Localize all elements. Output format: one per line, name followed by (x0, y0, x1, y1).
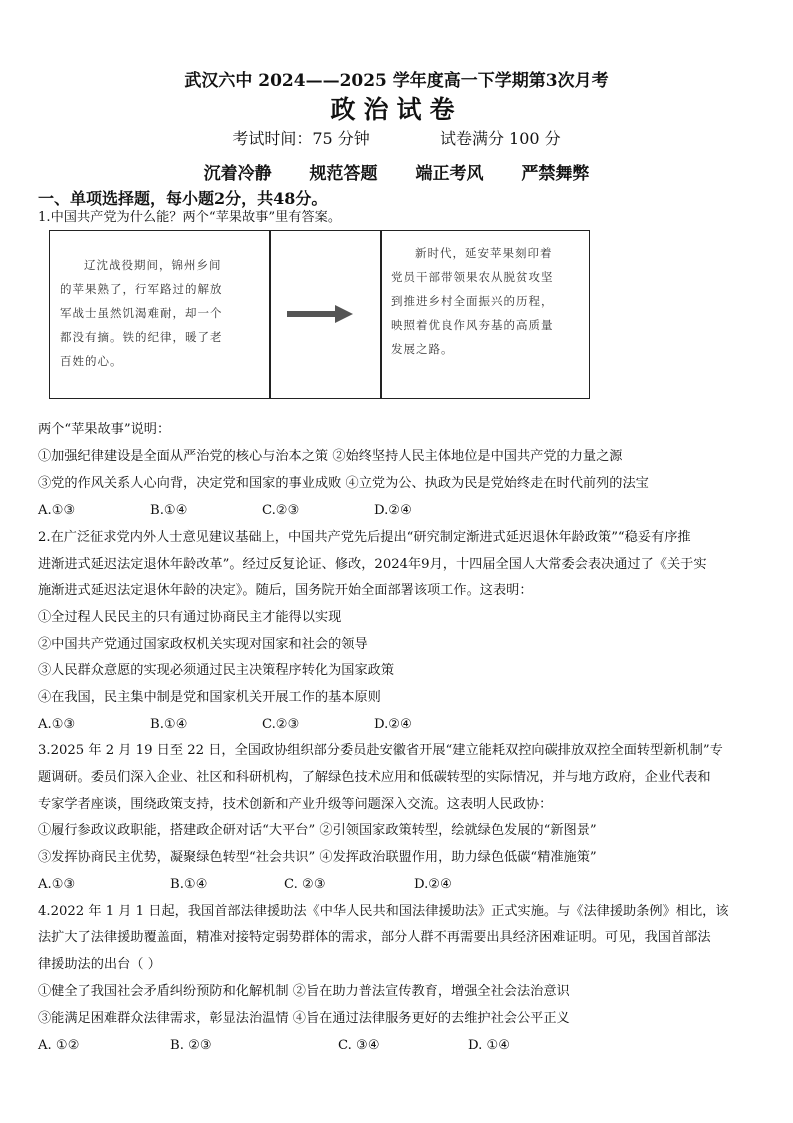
question-4-options: ③能满足困难群众法律需求，彰显法治温情 ④旨在通过法律服务更好的去维护社会公平正义 (38, 1011, 570, 1026)
slogans (0, 159, 793, 184)
choice-b: B.①④ (150, 503, 188, 518)
question-4-stem: 4.2022 年 1 月 1 日起，我国首部法律援助法《中华人民共和国法律援助法》正式实施。与《法律援助条例》相比，该 (38, 904, 729, 919)
question-3-stem: 专家学者座谈，围绕政策支持，技术创新和产业升级等问题深入交流。这表明人民政协： (38, 797, 553, 812)
choice-a: A.①③ (38, 877, 76, 892)
question-2-option: ①全过程人民民主的只有通过协商民主才能得以实现 (38, 610, 342, 625)
choice-d: D.②④ (374, 717, 412, 732)
exam-title: 武汉六中 2024——2025 学年度高一下学期第3次月考 (184, 71, 609, 91)
question-1-options: ③党的作风关系人心向背，决定党和国家的事业成败 ④立党为公、执政为民是党始终走在时代前列的法宝 (38, 476, 649, 491)
question-3-options: ①履行参政议政职能，搭建政企研对话“大平台” ②引领国家政策转型，绘就绿色发展的“新图景” (38, 823, 597, 838)
choice-c: C.②③ (262, 503, 300, 518)
question-3-stem: 题调研。委员们深入企业、社区和科研机构，了解绿色技术应用和低碳转型的实际情况，并与地方政府，企业代表和 (38, 770, 711, 785)
question-2-option: ②中国共产党通过国家政权机关实现对国家和社会的领导 (38, 637, 368, 652)
slogan-item: 端正考风 (415, 164, 484, 184)
divider (380, 231, 382, 398)
choice-c: C. ③④ (338, 1038, 380, 1053)
question-1-stem: 1.中国共产党为什么能？两个“苹果故事”里有答案。 (38, 210, 342, 225)
slogan-item: 严禁舞弊 (521, 164, 590, 184)
choice-b: B.①④ (150, 717, 188, 732)
apple-story-figure (49, 230, 590, 399)
question-2-stem: 2.在广泛征求党内外人士意见建议基础上，中国共产党先后提出“研究制定渐进式延迟退休年龄政策”“稳妥有序推 (38, 530, 691, 545)
choice-c: C. ②③ (284, 877, 326, 892)
question-1-options: ①加强纪律建设是全面从严治党的核心与治本之策 ②始终坚持人民主体地位是中国共产党的力量之源 (38, 449, 623, 464)
choice-a: A.①③ (38, 717, 76, 732)
choice-a: A.①③ (38, 503, 76, 518)
choice-a: A. ①② (38, 1038, 80, 1053)
choice-b: B. ②③ (170, 1038, 212, 1053)
exam-time: 考试时间：75 分钟 (232, 129, 370, 148)
choice-d: D.②④ (374, 503, 412, 518)
question-2-option: ③人民群众意愿的实现必须通过民主决策程序转化为国家政策 (38, 663, 395, 678)
full-score: 试卷满分 100 分 (439, 129, 561, 148)
question-2-stem: 进渐进式延迟法定退休年龄改革”。经过反复论证、修改，2024年9月，十四届全国人大常委会表决通过了《关于实 (38, 557, 707, 572)
question-3-options: ③发挥协商民主优势，凝聚绿色转型“社会共识” ④发挥政治联盟作用，助力绿色低碳“精准施策” (38, 850, 597, 865)
choice-b: B.①④ (170, 877, 208, 892)
story-right-text: 新时代，延安苹果刻印着 党员干部带领果农从脱贫攻坚 到推进乡村全面振兴的历程， 映照着优良作风夯基的高质量 发展之路。 (391, 246, 554, 356)
choice-d: D.②④ (414, 877, 452, 892)
section-heading: 一、单项选择题，每小题2分，共48分。 (38, 189, 328, 208)
slogan-item: 规范答题 (309, 164, 378, 184)
question-1-intro: 两个“苹果故事”说明： (38, 422, 171, 437)
choice-c: C.②③ (262, 717, 300, 732)
choice-d: D. ①④ (468, 1038, 511, 1053)
slogan-item: 沉着冷静 (203, 164, 272, 184)
question-2-stem: 施渐进式延迟法定退休年龄的决定》。随后，国务院开始全面部署该项工作。这表明： (38, 583, 533, 598)
exam-info (0, 126, 793, 149)
question-4-stem: 法扩大了法律援助覆盖面，精准对接特定弱势群体的需求，部分人群不再需要出具经济困难证明。可见，我国首部法 (38, 930, 711, 945)
subject-title: 政治试卷 (330, 95, 463, 124)
story-left-text: 辽沈战役期间，锦州乡间 的苹果熟了，行军路过的解放 军战士虽然饥渴难耐，却一个 都没有摘。铁的纪律，暖了老 百姓的心。 (60, 258, 223, 368)
question-4-options: ①健全了我国社会矛盾纠纷预防和化解机制 ②旨在助力普法宣传教育，增强全社会法治意识 (38, 984, 570, 999)
question-4-stem: 律援助法的出台（ ） (38, 957, 161, 972)
divider (269, 231, 271, 398)
question-2-option: ④在我国，民主集中制是党和国家机关开展工作的基本原则 (38, 690, 381, 705)
question-3-stem: 3.2025 年 2 月 19 日至 22 日，全国政协组织部分委员赴安徽省开展“建立能耗双控向碳排放双控全面转型新机制”专 (38, 743, 723, 758)
arrow-right-icon (287, 302, 355, 326)
